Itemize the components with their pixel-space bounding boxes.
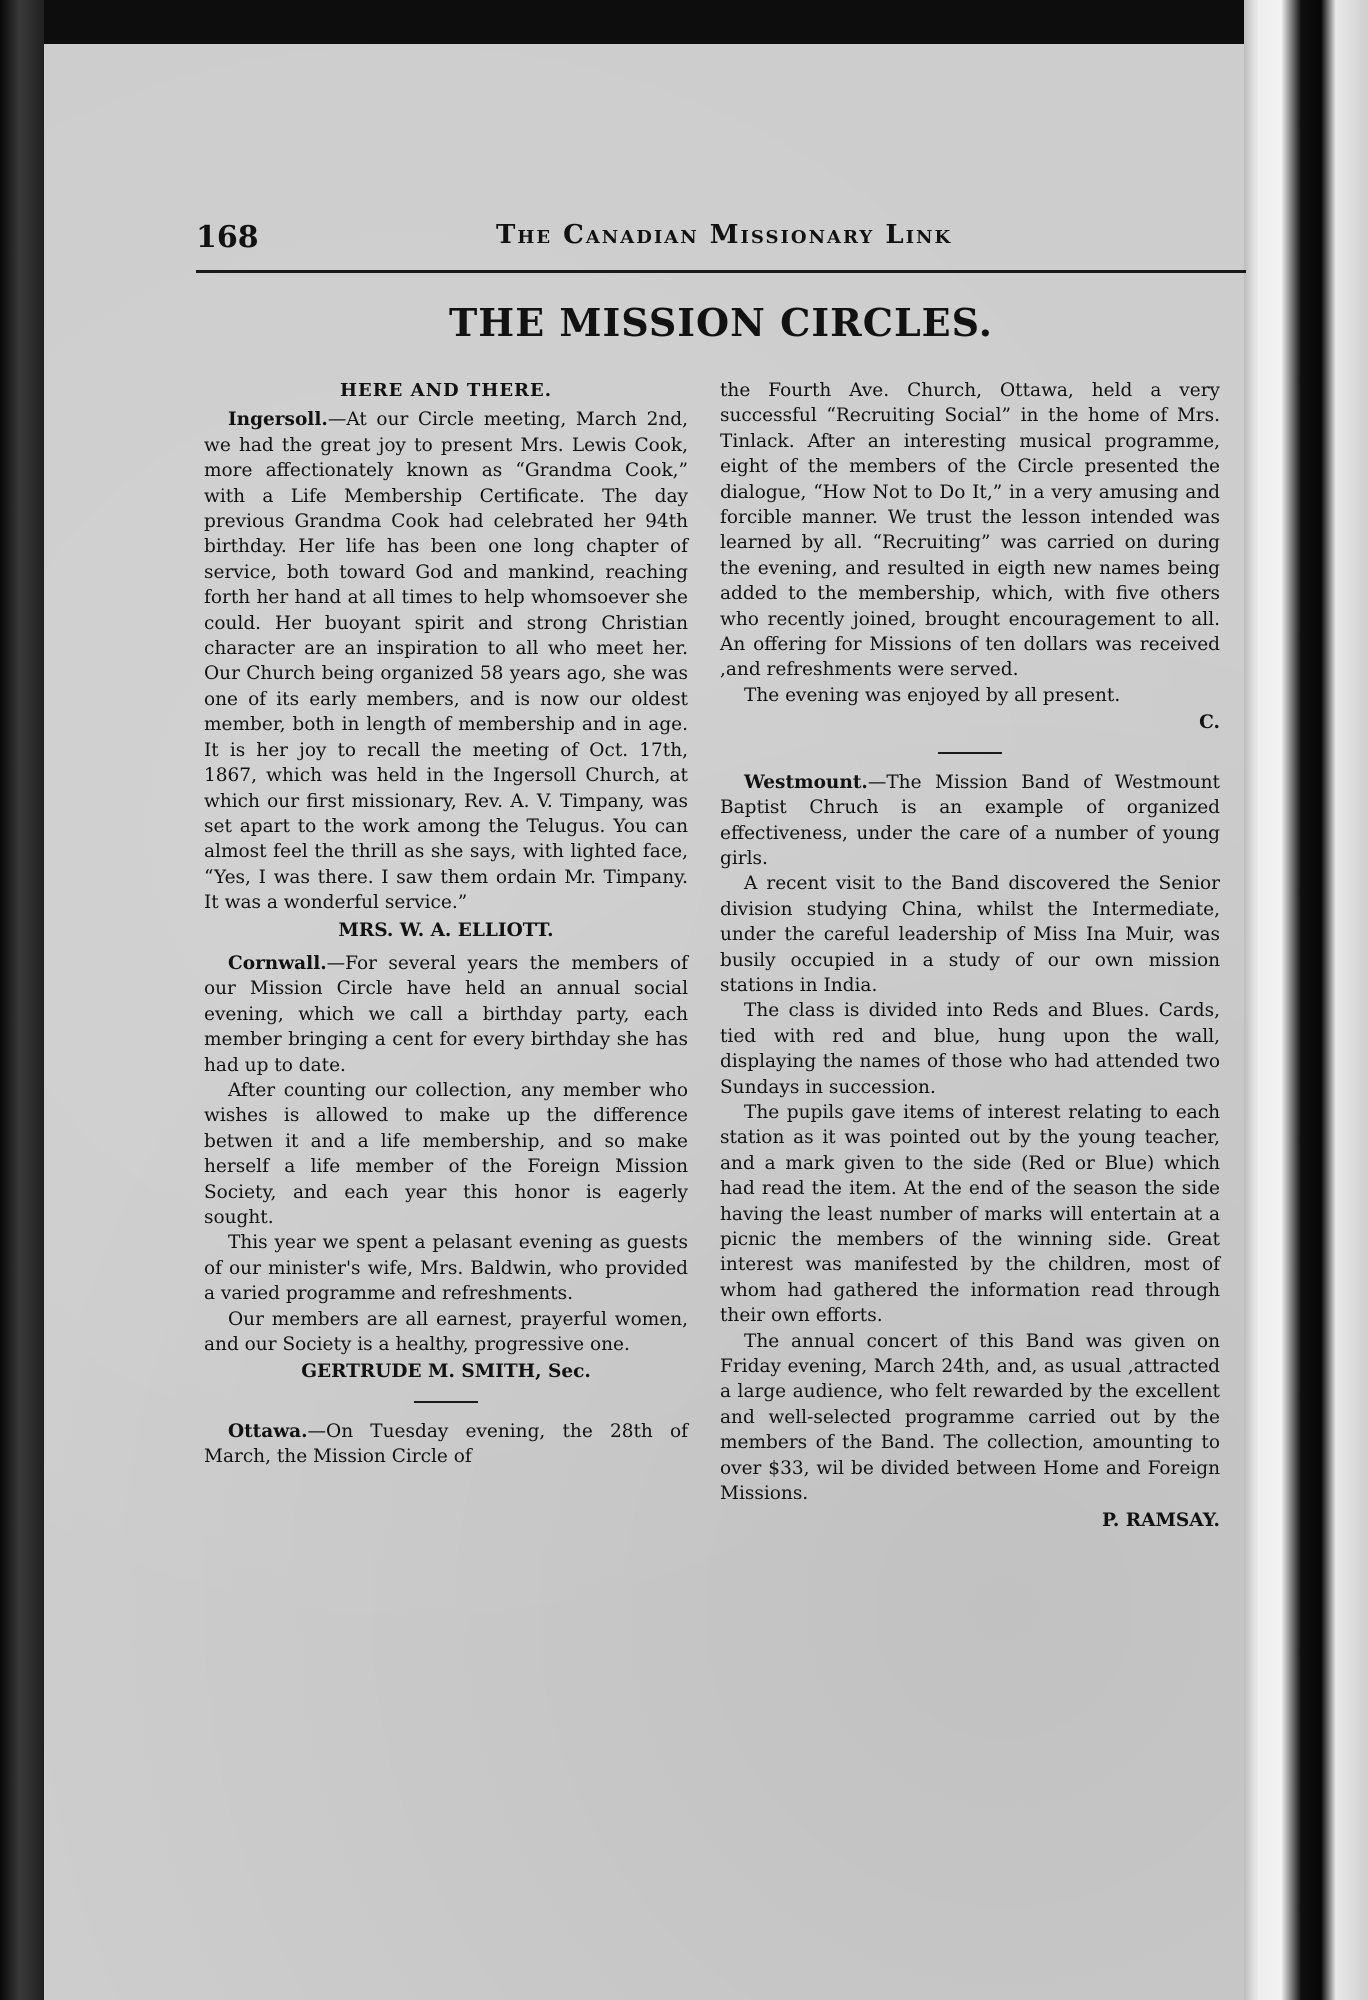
scan-border-right (1244, 0, 1368, 2000)
signature-c: C. (1199, 712, 1220, 734)
westmount-text-5: The annual concert of this Band was given on Friday evening, March 24th, and, as usual ,attracted a large audience, who felt rewarded by the excellent and well-selected programme carried out by the members of the Band. The collection, amounting to over $33, wil be divided between Home and Foreign Missions. (720, 1330, 1220, 1505)
section-title: THE MISSION CIRCLES. (449, 300, 993, 345)
cornwall-text-4: Our members are all earnest, prayerful women, and our Society is a healthy, progressive one. (204, 1308, 688, 1356)
westmount-text-4: The pupils gave items of interest relating to each station as it was pointed out by the young teacher, and a mark given to the side (Red or Blue) which had read the item. At the end of the season the side having the least number of marks will entertain at a picnic the members of the winning side. Great interest was manifested by the children, most of whom had gathered the information read through their own efforts. (720, 1101, 1220, 1327)
ingersoll-text: —At our Circle meeting, March 2nd, we had the great joy to present Mrs. Lewis Cook, more affectionately known as “Grandma Cook,” with a Life Membership Certificate. The day previous Grandma Cook had celebrated her 94th birthday. Her life has been one long chapter of service, both toward God and mankind, reaching forth her hand at all times to help whomsoever she could. Her buoyant spirit and strong Christian character are an inspiration to all who meet her. Our Church being organized 58 years ago, she was one of its early members, and is now our oldest member, both in length of membership and in age. It is her joy to recall the meeting of Oct. 17th, 1867, which was held in the Ingersoll Church, at which our first missionary, Rev. A. V. Timpany, was set apart to the work among the Telugus. You can almost feel the thrill as she says, with lighted face, “Yes, I was there. I saw them ordain Mr. Timpany. It was a wonderful service.” (204, 409, 688, 914)
subheading: HERE AND THERE. (339, 380, 553, 401)
magazine-page (44, 44, 1244, 2000)
ottawa-report-start (204, 1419, 688, 1470)
place-westmount: Westmount. (744, 771, 868, 793)
separator-rule (414, 1401, 478, 1403)
page-number: 168 (196, 220, 259, 255)
ingersoll-report (204, 407, 688, 915)
place-ingersoll: Ingersoll. (228, 409, 328, 431)
westmount-text-1: —The Mission Band of Westmount Baptist Chruch is an example of organized effectiveness, under the care of a number of young girls. (720, 771, 1220, 869)
cornwall-report (204, 951, 688, 1078)
westmount-text-3: The class is divided into Reds and Blues. Cards, tied with red and blue, hung upon the wall, displaying the names of those who had attended two Sundays in succession. (720, 1000, 1220, 1098)
ottawa-text-start: —On Tuesday evening, the 28th of March, the Mission Circle of (204, 1420, 688, 1468)
page-header (196, 174, 1246, 273)
right-column (720, 378, 1220, 1542)
signature-ramsay: P. RAMSAY. (1102, 1510, 1220, 1532)
separator-rule-right (938, 752, 1002, 754)
place-ottawa: Ottawa. (228, 1420, 308, 1442)
left-column (204, 378, 688, 1470)
cornwall-text-2: After counting our collection, any member who wishes is allowed to make up the difference betwen it and a life membership, and so make herself a life member of the Foreign Mission Society, and each year this honor is eagerly sought. (204, 1079, 688, 1228)
westmount-report (720, 770, 1220, 872)
westmount-text-2: A recent visit to the Band discovered the Senior division studying China, whilst the Intermediate, under the careful leadership of Miss Ina Muir, was busily occupied in a study of our own mission stations in India. (720, 873, 1220, 996)
ottawa-text-2: The evening was enjoyed by all present. (744, 684, 1121, 706)
cornwall-text-3: This year we spent a pelasant evening as guests of our minister's wife, Mrs. Baldwin, who provided a varied programme and refreshments. (204, 1232, 688, 1305)
place-cornwall: Cornwall. (228, 952, 327, 974)
scan-border-left (0, 0, 44, 2000)
signature-smith: GERTRUDE M. SMITH, Sec. (301, 1361, 591, 1383)
ottawa-text-continued: the Fourth Ave. Church, Ottawa, held a very successful “Recruiting Social” in the home of Mrs. Tinlack. After an interesting musical programme, eight of the members of the Circle presented the dialogue, “How Not to Do It,” in a very amusing and forcible manner. We trust the lesson intended was learned by all. “Recruiting” was carried on during the evening, and resulted in eigth new names being added to the membership, which, with five others who recently joined, brought encouragement to all. An offering for Missions of ten dollars was received ,and refreshments were served. (720, 380, 1220, 681)
cornwall-text-1: —For several years the members of our Mission Circle have held an annual social evening, which we call a birthday party, each member bringing a cent for every birthday she has had up to date. (204, 952, 688, 1076)
journal-title: The Canadian Missionary Link (496, 220, 953, 250)
signature-elliott: MRS. W. A. ELLIOTT. (338, 919, 554, 941)
